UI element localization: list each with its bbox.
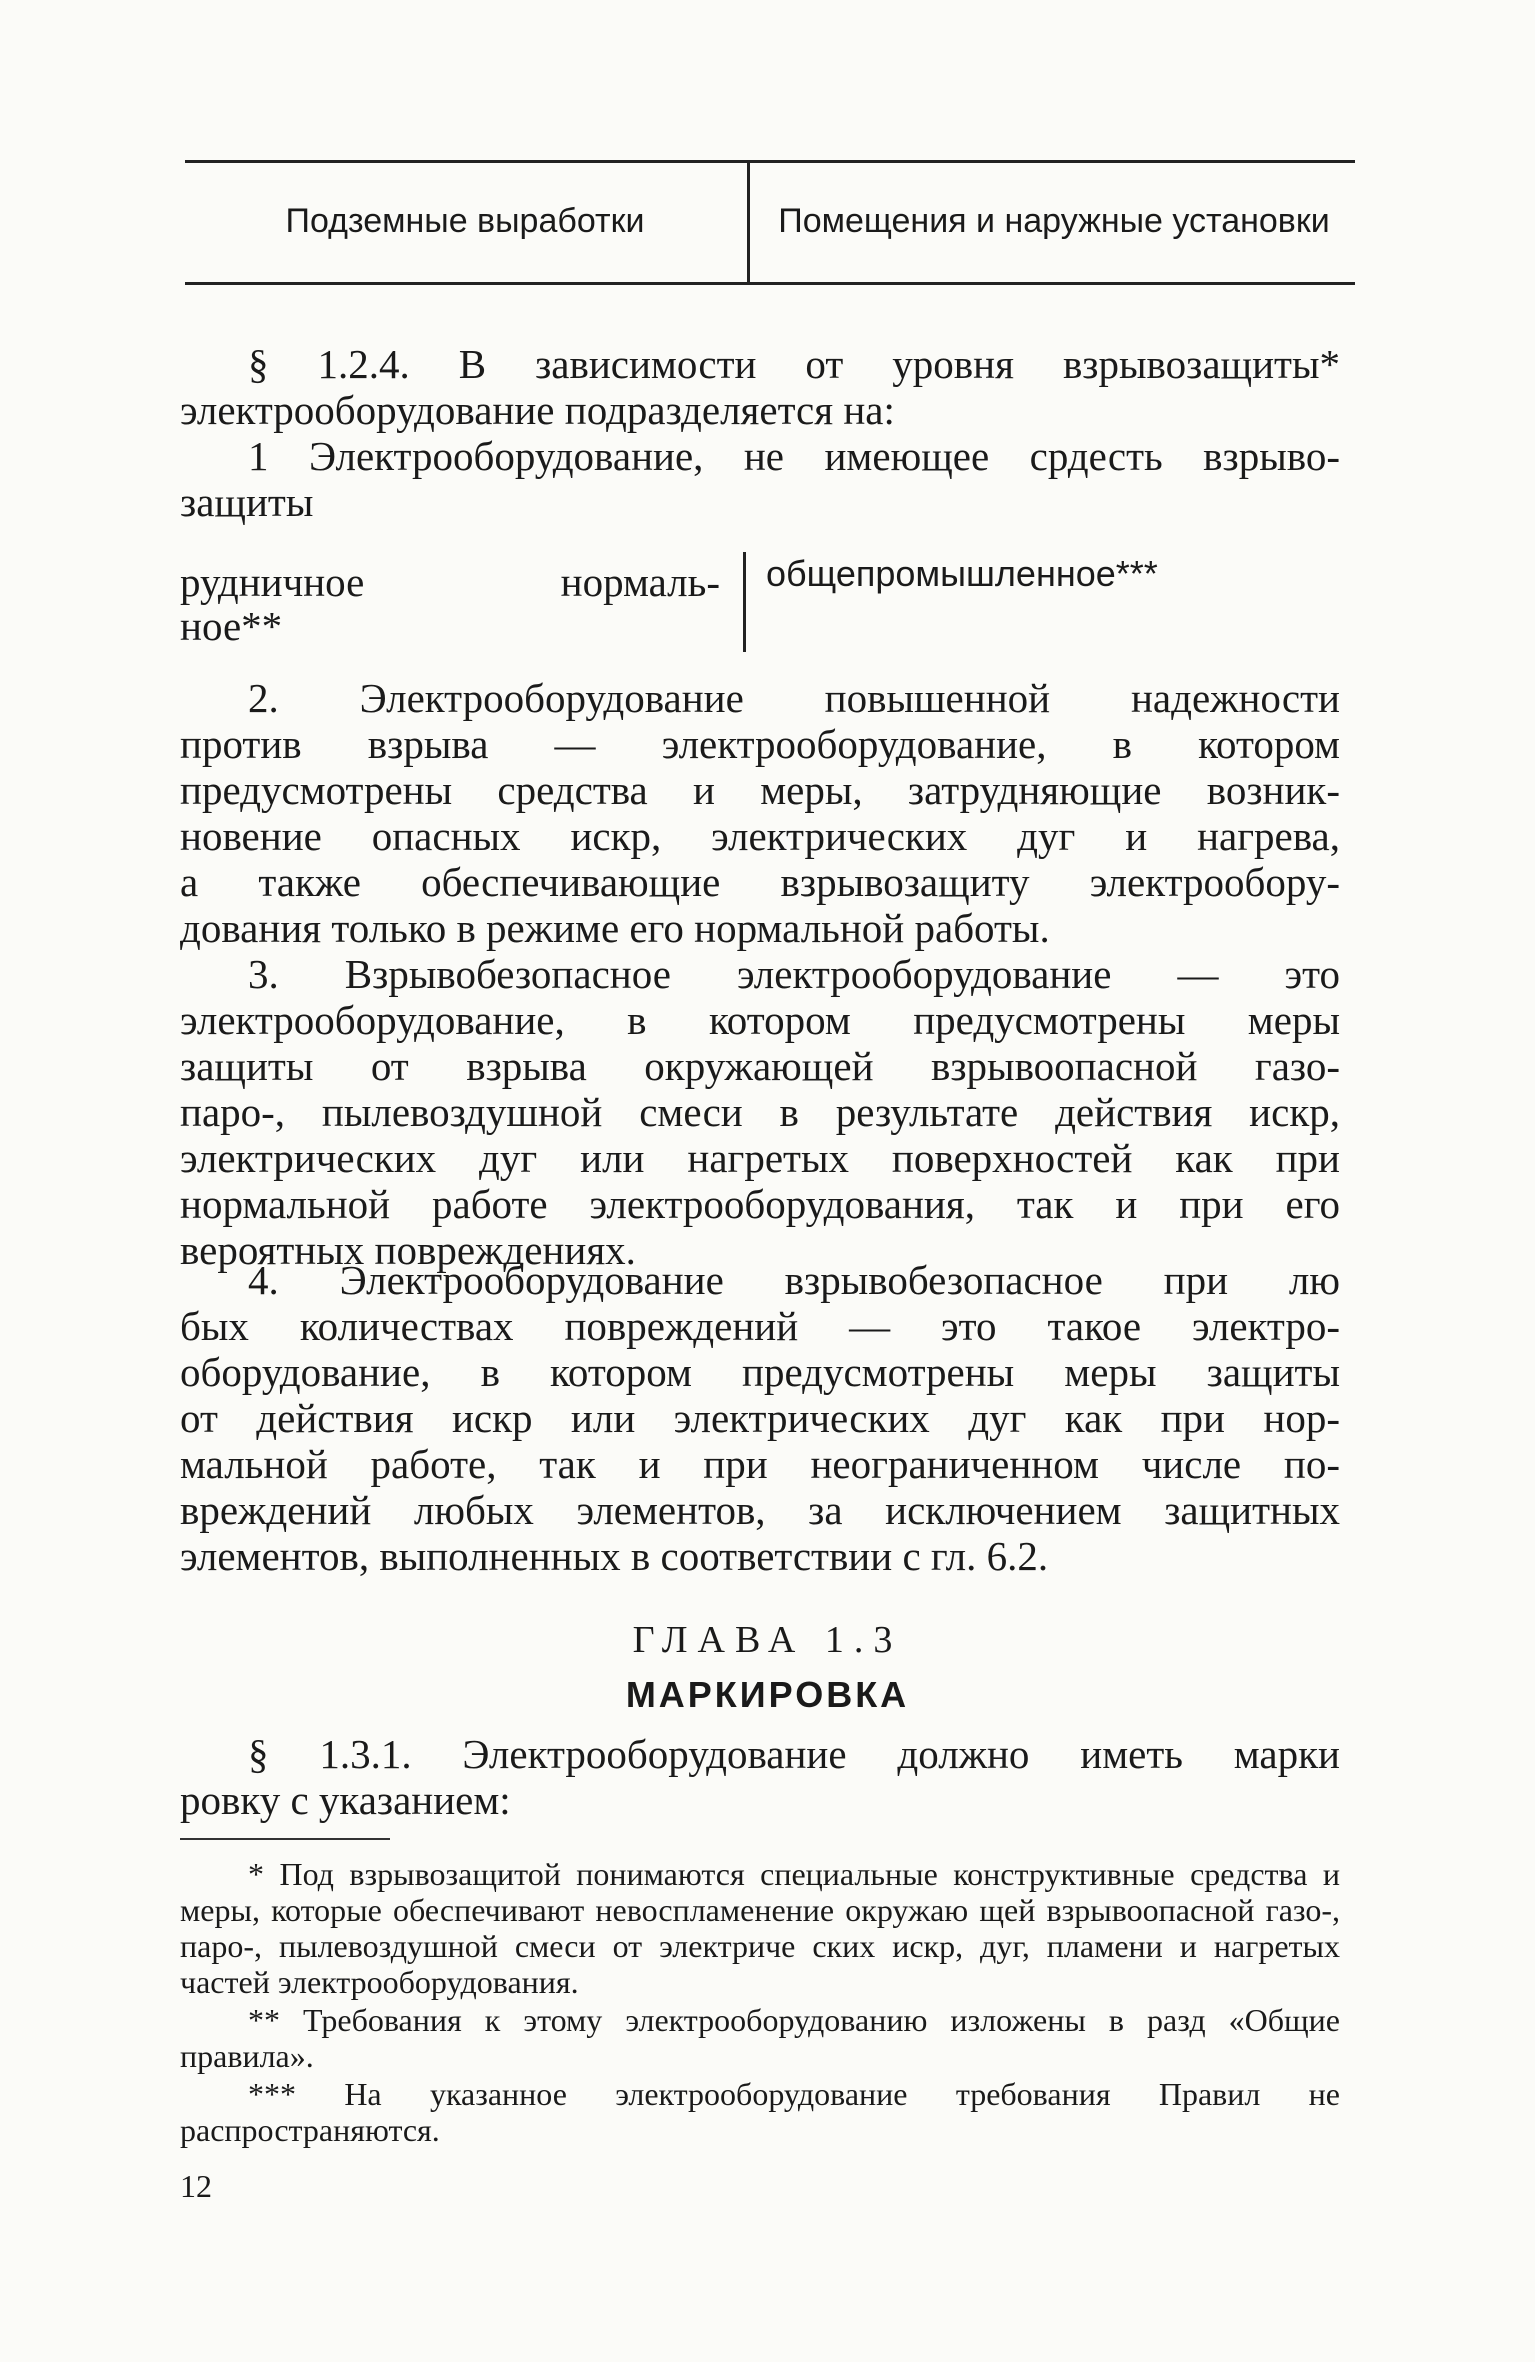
item4-line: 4. Электрооборудование взрывобезопасное при лю	[248, 1257, 1340, 1303]
header-right-cell: Помещения и наружные установки	[747, 160, 1358, 282]
subtable-left-line2: ное**	[180, 603, 283, 649]
page-number: 12	[180, 2168, 212, 2204]
item2-line: дования только в режиме его нормальной работы.	[180, 905, 1050, 951]
item3-line: нормальной работе электрооборудования, так и при его	[180, 1181, 1340, 1227]
subtable-right: общепромышленное***	[743, 552, 1158, 652]
item4-line: вреждений любых элементов, за исключением защитных	[180, 1487, 1340, 1533]
section-131-line: ровку с указанием:	[180, 1777, 511, 1823]
subtable-left	[180, 560, 740, 648]
footnote-2: ** Требования к этому электрооборудованию изложены в разд «Общие правила».	[180, 2002, 1340, 2074]
item3-line: защиты от взрыва окружающей взрывоопасной газо-	[180, 1043, 1340, 1089]
section-131-line: § 1.3.1. Электрооборудование должно иметь марки	[248, 1731, 1340, 1777]
item2-line: а также обеспечивающие взрывозащиту электрообору-	[180, 859, 1340, 905]
item3-line: 3. Взрывобезопасное электрооборудование — это	[248, 951, 1340, 997]
item2-line: против взрыва — электрооборудование, в котором	[180, 721, 1340, 767]
item3-line: паро-, пылевоздушной смеси в результате действия искр,	[180, 1089, 1340, 1135]
footnote-3: *** На указанное электрооборудование требования Правил не распространяются.	[180, 2076, 1340, 2148]
section-124-line2: электрооборудование подразделяется на:	[180, 387, 895, 433]
footnote-1: * Под взрывозащитой понимаются специальные конструктивные средства и меры, которые обеспечивают невоспламенение окружаю щей взрывоопасной газо-, паро-, пылевоздушной смеси от электриче ских искр, дуг, пламени и нагретых частей электрооборудования.	[180, 1856, 1340, 2000]
item2-line: предусмотрены средства и меры, затрудняющие возник-	[180, 767, 1340, 813]
header-left-cell: Подземные выработки	[285, 201, 645, 240]
item4-line: мальной работе, так и при неограниченном числе по-	[180, 1441, 1340, 1487]
item4-line: оборудование, в котором предусмотрены меры защиты	[180, 1349, 1340, 1395]
footnote-rule	[180, 1838, 390, 1840]
subtable-left-b: нормаль-	[560, 559, 720, 605]
item4-line: элементов, выполненных в соответствии с гл. 6.2.	[180, 1533, 1049, 1579]
item3-line: электрических дуг или нагретых поверхностей как при	[180, 1135, 1340, 1181]
item1-line1: 1 Электрооборудование, не имеющее срдесть взрыво-	[248, 433, 1340, 479]
section-124-line1: § 1.2.4. В зависимости от уровня взрывозащиты*	[248, 341, 1340, 387]
item3-line: электрооборудование, в котором предусмотрены меры	[180, 997, 1340, 1043]
item4-line: от действия искр или электрических дуг как при нор-	[180, 1395, 1340, 1441]
item1-line2: защиты	[180, 479, 314, 525]
header-bottom-rule	[185, 282, 1355, 285]
subtable-left-a: рудничное	[180, 559, 365, 605]
chapter-label: ГЛАВА 1.3	[632, 1619, 903, 1661]
item4-line: бых количествах повреждений — это такое электро-	[180, 1303, 1340, 1349]
item2-line: новение опасных искр, электрических дуг и нагрева,	[180, 813, 1340, 859]
chapter-title: МАРКИРОВКА	[625, 1674, 910, 1715]
item3-line: вероятных повреждениях.	[180, 1227, 636, 1273]
item2-line: 2. Электрооборудование повышенной надежности	[248, 675, 1340, 721]
